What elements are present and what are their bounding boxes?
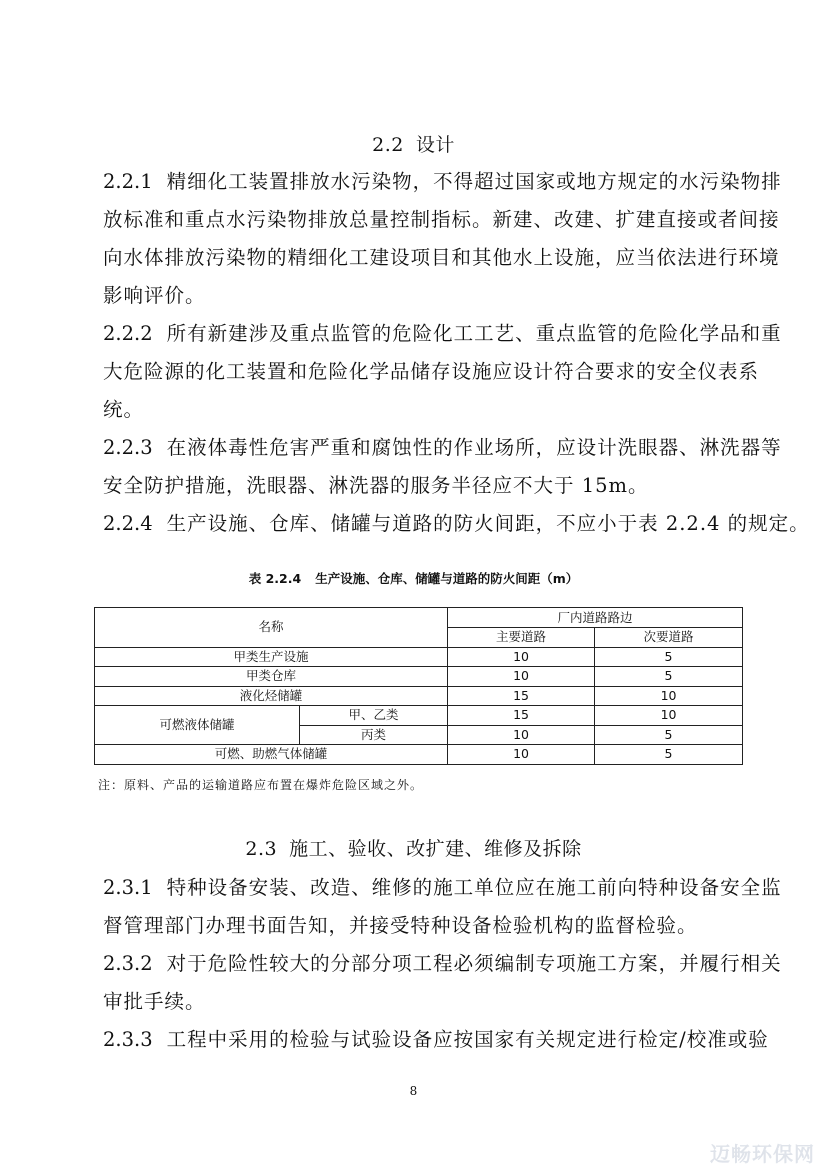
header-secondary-road: 次要道路 xyxy=(595,628,743,648)
row-name: 液化烃储罐 xyxy=(95,686,448,706)
clause-text-line: 所有新建涉及重点监管的危险化工工艺、重点监管的危险化学品和重 xyxy=(166,322,782,345)
cell-main-road: 10 xyxy=(448,667,595,687)
clause-text-line: 精细化工装置排放水污染物，不得超过国家或地方规定的水污染物排 xyxy=(166,170,782,193)
clause-2-2-2 xyxy=(103,315,782,429)
table-row xyxy=(95,706,743,726)
clause-text-line: 安全防护措施，洗眼器、淋洗器的服务半径应不大于 15m。 xyxy=(103,474,649,497)
section-heading-2-2 xyxy=(0,130,827,157)
clause-number: 2.2.3 xyxy=(103,436,153,459)
section-heading-2-3 xyxy=(0,834,827,861)
row-name: 可燃液体储罐 xyxy=(95,706,300,745)
cell-secondary-road: 5 xyxy=(595,647,743,667)
header-main-road: 主要道路 xyxy=(448,628,595,648)
table-note: 注：原料、产品的运输道路应布置在爆炸危险区域之外。 xyxy=(98,778,424,792)
table-row xyxy=(95,686,743,706)
clause-text-line: 放标准和重点水污染物排放总量控制指标。新建、改建、扩建直接或者间接 xyxy=(103,208,780,231)
section-title: 施工、验收、改扩建、维修及拆除 xyxy=(289,838,582,860)
section-number: 2.2 xyxy=(372,134,404,156)
clause-number: 2.2.2 xyxy=(103,322,153,345)
header-road-edge: 厂内道路路边 xyxy=(448,608,743,628)
cell-secondary-road: 10 xyxy=(595,686,743,706)
row-subcategory: 甲、乙类 xyxy=(300,706,448,726)
clause-text-line: 统。 xyxy=(103,398,145,421)
clause-number: 2.2.1 xyxy=(103,170,153,193)
clause-text-line: 特种设备安装、改造、维修的施工单位应在施工前向特种设备安全监 xyxy=(166,876,782,899)
table-row xyxy=(95,745,743,765)
section-number: 2.3 xyxy=(245,838,278,860)
table-number: 表 2.2.4 xyxy=(248,571,302,586)
clause-number: 2.3.1 xyxy=(103,876,153,899)
cell-main-road: 15 xyxy=(448,706,595,726)
clause-2-2-1 xyxy=(103,163,782,315)
clause-text-line: 在液体毒性危害严重和腐蚀性的作业场所，应设计洗眼器、淋洗器等 xyxy=(166,436,782,459)
page-number: 8 xyxy=(409,1084,418,1098)
section-title: 设计 xyxy=(415,134,455,156)
clause-2-3-2 xyxy=(103,945,782,1021)
table-caption xyxy=(0,569,827,587)
cell-main-road: 10 xyxy=(448,745,595,765)
table-title: 生产设施、仓库、储罐与道路的防火间距（m） xyxy=(315,571,579,586)
clause-text-line: 大危险源的化工装置和危险化学品储存设施应设计符合要求的安全仪表系 xyxy=(103,360,760,383)
cell-main-road: 15 xyxy=(448,686,595,706)
header-name: 名称 xyxy=(95,608,448,648)
clause-2-3-3 xyxy=(103,1021,769,1059)
clause-text-line: 督管理部门办理书面告知，并接受特种设备检验机构的监督检验。 xyxy=(103,914,698,937)
cell-secondary-road: 5 xyxy=(595,667,743,687)
clause-number: 2.2.4 xyxy=(103,512,153,535)
row-name: 甲类仓库 xyxy=(95,667,448,687)
cell-main-road: 10 xyxy=(448,647,595,667)
row-name: 甲类生产设施 xyxy=(95,647,448,667)
table-row xyxy=(95,667,743,687)
watermark: 迈畅环保网 xyxy=(710,1142,815,1166)
table-row xyxy=(95,647,743,667)
table-header-row xyxy=(95,608,743,628)
clause-text-line: 工程中采用的检验与试验设备应按国家有关规定进行检定/校准或验 xyxy=(166,1028,769,1051)
clause-text-line: 向水体排放污染物的精细化工建设项目和其他水上设施，应当依法进行环境 xyxy=(103,246,780,269)
clause-text-line: 生产设施、仓库、储罐与道路的防火间距，不应小于表 2.2.4 的规定。 xyxy=(166,512,810,535)
clause-2-3-1 xyxy=(103,869,782,945)
clause-text-line: 对于危险性较大的分部分项工程必须编制专项施工方案，并履行相关 xyxy=(166,952,782,975)
clause-text-line: 审批手续。 xyxy=(103,990,206,1013)
row-name: 可燃、助燃气体储罐 xyxy=(95,745,448,765)
clause-text-line: 影响评价。 xyxy=(103,284,206,307)
clause-number: 2.3.2 xyxy=(103,952,153,975)
cell-main-road: 10 xyxy=(448,725,595,745)
cell-secondary-road: 5 xyxy=(595,725,743,745)
clause-number: 2.3.3 xyxy=(103,1028,153,1051)
clause-2-2-4 xyxy=(103,505,810,543)
fire-distance-table xyxy=(94,607,743,765)
cell-secondary-road: 5 xyxy=(595,745,743,765)
cell-secondary-road: 10 xyxy=(595,706,743,726)
clause-2-2-3 xyxy=(103,429,782,505)
row-subcategory: 丙类 xyxy=(300,725,448,745)
